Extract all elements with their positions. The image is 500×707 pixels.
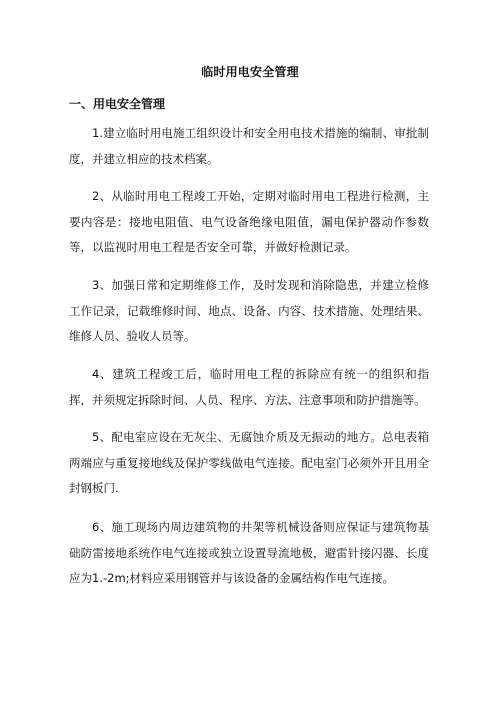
paragraph-5: 5、配电室应设在无灰尘、无腐蚀介质及无振动的地方。总电表箱两端应与重复接地线及保护零线做电气连接。配电室门必须外开且用全封钢板门. xyxy=(69,430,429,495)
paragraph-6: 6、施工现场内周边建筑物的井架等机械设备则应保证与建筑物基础防雷接地系统作电气连接或独立设置导流地极，避雷针接闪器、长度应为1.-2m;材料应采用钢管并与该设备的金属结构作电气连接。 xyxy=(69,520,429,585)
section-heading: 一、用电安全管理 xyxy=(69,97,166,111)
paragraph-2: 2、从临时用电工程竣工开始，定期对临时用电工程进行检测，主要内容是：接地电阻值、电气设备绝缘电阻值，漏电保护器动作参数等，以监视时用电工程是否安全可靠，并做好检测记录。 xyxy=(69,189,429,254)
paragraph-4: 4、建筑工程竣工后，临时用电工程的拆除应有统一的组织和指挥，并须规定拆除时间、人员、程序、方法、注意事项和防护措施等。 xyxy=(69,367,429,407)
document-title: 临时用电安全管理 xyxy=(201,65,299,79)
paragraph-1: 1.建立临时用电施工组织设计和安全用电技术措施的编制、审批制度，并建立相应的技术档案。 xyxy=(69,126,429,166)
paragraph-3: 3、加强日常和定期维修工作，及时发现和消除隐患，并建立检修工作记录，记载维修时间、地点、设备、内容、技术措施、处理结果、维修人员、验收人员等。 xyxy=(69,278,429,343)
